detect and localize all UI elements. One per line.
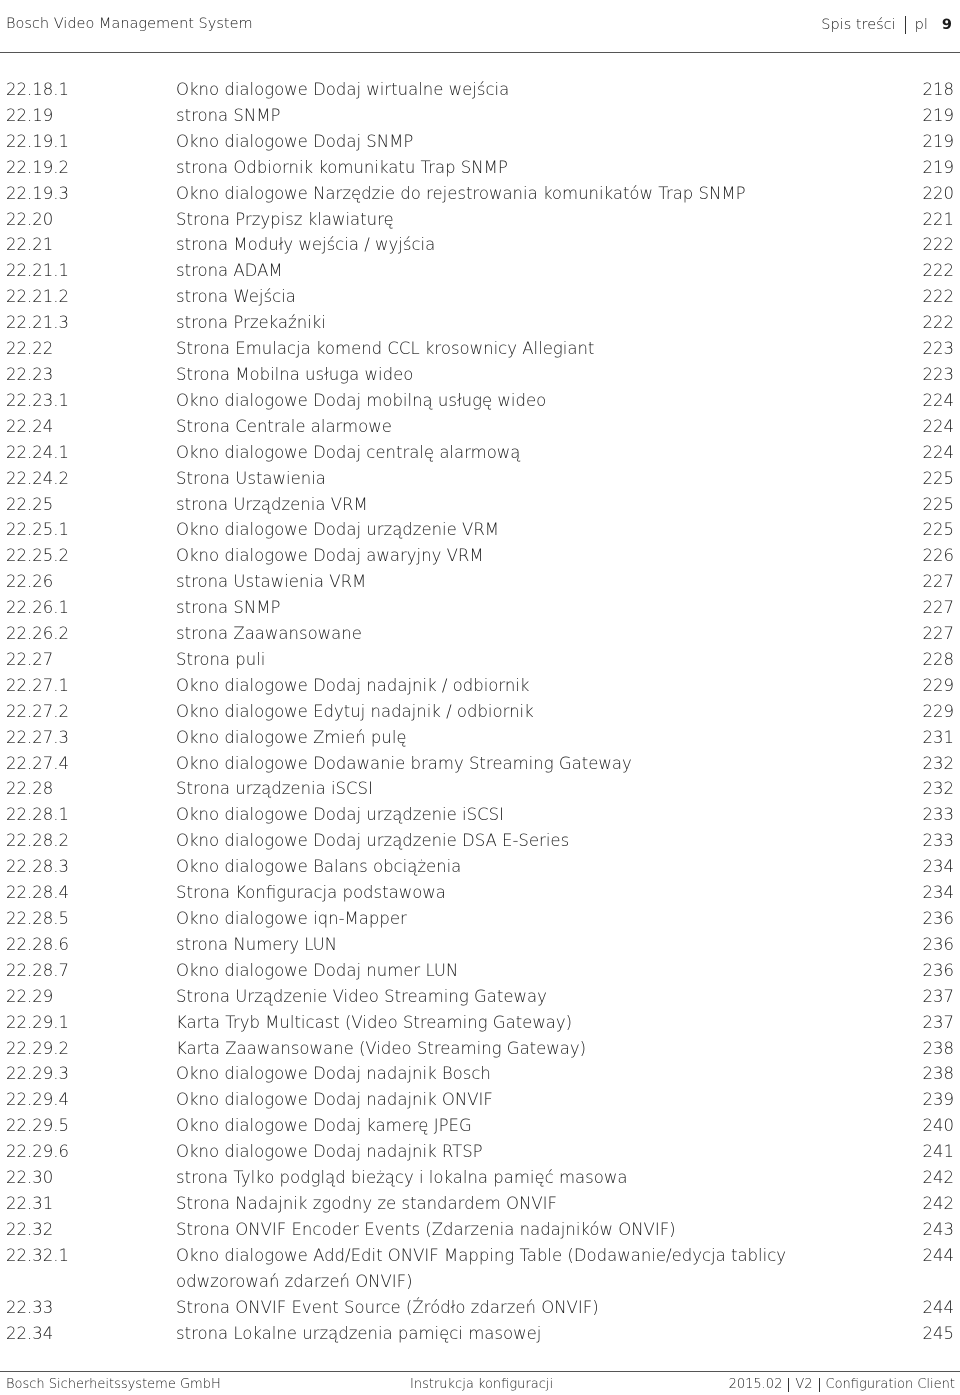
toc-entry-title bbox=[176, 984, 954, 1010]
toc-entry-number: 22.21.1 bbox=[6, 261, 69, 281]
toc-entry-title-line: Okno dialogowe Dodaj centralę alarmową bbox=[176, 442, 521, 462]
toc-entry[interactable] bbox=[6, 1139, 954, 1165]
toc-entry-title bbox=[176, 181, 954, 207]
toc-entry-title-line: Okno dialogowe iqn-Mapper bbox=[176, 909, 407, 928]
toc-entry-title-line: strona Wejścia bbox=[176, 287, 296, 307]
toc-entry-title-line: Okno dialogowe Add/Edit ONVIF Mapping Table (Dodawanie/edycja tablicy bbox=[176, 1245, 787, 1265]
toc-entry-page: 232 bbox=[922, 753, 954, 773]
toc-entry[interactable] bbox=[6, 1010, 954, 1036]
toc-entry-title-line: strona Tylko podgląd bieżący i lokalna pamięć masowa bbox=[176, 1168, 628, 1188]
toc-entry-title-line: Strona Emulacja komend CCL krosownicy Allegiant bbox=[176, 339, 595, 359]
toc-entry-title bbox=[176, 1321, 954, 1347]
footer-version: V2 bbox=[795, 1377, 813, 1392]
toc-entry-page: 222 bbox=[922, 313, 954, 333]
toc-entry-page: 233 bbox=[922, 805, 954, 825]
toc-entry-page: 244 bbox=[922, 1245, 954, 1265]
toc-entry-number: 22.27 bbox=[6, 649, 54, 669]
toc-entry[interactable] bbox=[6, 828, 954, 854]
toc-entry-number: 22.26 bbox=[6, 572, 54, 592]
toc-entry-page: 244 bbox=[922, 1297, 954, 1317]
toc-entry-number: 22.27.4 bbox=[6, 753, 69, 773]
toc-entry[interactable] bbox=[6, 155, 954, 181]
toc-entry-number: 22.28 bbox=[6, 779, 54, 799]
toc-entry-number: 22.27.3 bbox=[6, 727, 69, 747]
toc-entry-title-line: Okno dialogowe Dodaj numer LUN bbox=[176, 960, 459, 980]
toc-entry-title-line: Strona Nadajnik zgodny ze standardem ONVIF bbox=[176, 1193, 558, 1213]
toc-entry-number: 22.32.1 bbox=[6, 1245, 69, 1265]
toc-entry-number: 22.29 bbox=[6, 986, 54, 1006]
toc-entry-title-line: Strona Urządzenie Video Streaming Gateway bbox=[176, 986, 547, 1006]
toc-entry-title bbox=[176, 284, 954, 310]
toc-entry-title-line: strona Lokalne urządzenia pamięci masowej bbox=[176, 1323, 542, 1343]
toc-entry-page: 228 bbox=[922, 649, 954, 669]
toc-entry-title-line: Strona Przypisz klawiaturę bbox=[176, 209, 394, 229]
toc-entry-title-line: Strona Mobilna usługa wideo bbox=[176, 364, 414, 384]
toc-entry-page: 236 bbox=[922, 934, 954, 954]
toc-entry-page: 224 bbox=[922, 416, 954, 436]
toc-entry-page: 225 bbox=[922, 494, 954, 514]
toc-entry-title bbox=[176, 155, 954, 181]
toc-entry-number: 22.21.2 bbox=[6, 287, 69, 307]
toc-entry-page: 225 bbox=[922, 468, 954, 488]
toc-entry[interactable] bbox=[6, 1087, 954, 1113]
toc-entry[interactable] bbox=[6, 1165, 954, 1191]
toc-entry-title bbox=[176, 776, 954, 802]
toc-entry-number: 22.19 bbox=[6, 105, 54, 125]
toc-entry[interactable] bbox=[6, 1191, 954, 1217]
toc-entry-page: 234 bbox=[922, 857, 954, 877]
toc-entry-title bbox=[176, 699, 954, 725]
toc-entry-title bbox=[176, 310, 954, 336]
toc-entry-number: 22.33 bbox=[6, 1297, 54, 1317]
toc-entry-number: 22.30 bbox=[6, 1168, 54, 1188]
toc-entry-title bbox=[176, 232, 954, 258]
toc-entry-number: 22.27.1 bbox=[6, 675, 69, 695]
toc-entry-number: 22.25.1 bbox=[6, 520, 69, 540]
toc-entry-page: 243 bbox=[922, 1219, 954, 1239]
toc-entry-title bbox=[176, 414, 954, 440]
toc-entry-title-line: strona Numery LUN bbox=[176, 934, 338, 954]
toc-entry-title bbox=[176, 1295, 954, 1321]
toc-entry-number: 22.34 bbox=[6, 1323, 54, 1343]
toc-entry[interactable] bbox=[6, 595, 954, 621]
toc-entry-title bbox=[176, 958, 954, 984]
toc-entry[interactable] bbox=[6, 77, 954, 103]
header-separator bbox=[905, 16, 906, 34]
toc-entry-title bbox=[176, 906, 954, 932]
toc-entry-title-line: Strona ONVIF Event Source (Źródło zdarzeń ONVIF) bbox=[176, 1297, 599, 1317]
toc-entry-page: 236 bbox=[922, 960, 954, 980]
toc-entry-title-line: Okno dialogowe Edytuj nadajnik / odbiornik bbox=[176, 701, 534, 721]
toc-entry[interactable] bbox=[6, 362, 954, 388]
toc-entry-number: 22.26.1 bbox=[6, 598, 69, 618]
toc-entry[interactable] bbox=[6, 958, 954, 984]
language-code: pl bbox=[914, 17, 928, 33]
toc-entry-title bbox=[176, 802, 954, 828]
toc-entry[interactable] bbox=[6, 336, 954, 362]
toc-entry[interactable] bbox=[6, 673, 954, 699]
toc-entry[interactable] bbox=[6, 517, 954, 543]
toc-entry-title bbox=[176, 828, 954, 854]
toc-entry-page: 222 bbox=[922, 235, 954, 255]
toc-entry-number: 22.29.1 bbox=[6, 1012, 69, 1032]
toc-entry-number: 22.29.2 bbox=[6, 1038, 69, 1058]
toc-entry[interactable] bbox=[6, 725, 954, 751]
toc-entry[interactable] bbox=[6, 776, 954, 802]
footer-product: Configuration Client bbox=[825, 1377, 955, 1392]
toc-entry[interactable] bbox=[6, 699, 954, 725]
toc-entry-page: 223 bbox=[922, 364, 954, 384]
toc-entry[interactable] bbox=[6, 621, 954, 647]
toc-entry-page: 227 bbox=[922, 598, 954, 618]
footer-separator bbox=[819, 1378, 820, 1392]
toc-entry-page: 237 bbox=[922, 1012, 954, 1032]
header-right bbox=[821, 16, 952, 34]
toc-entry-number: 22.24 bbox=[6, 416, 54, 436]
toc-entry-title bbox=[176, 336, 954, 362]
toc-entry-title-line: Okno dialogowe Dodaj wirtualne wejścia bbox=[176, 80, 510, 99]
toc-entry-page: 224 bbox=[922, 442, 954, 462]
toc-entry-number: 22.19.1 bbox=[6, 131, 69, 151]
toc-entry-title-line: Strona Centrale alarmowe bbox=[176, 416, 392, 436]
toc-entry-page: 240 bbox=[922, 1116, 954, 1136]
toc-entry-number: 22.28.3 bbox=[6, 857, 69, 877]
toc-entry-title-line: strona Odbiornik komunikatu Trap SNMP bbox=[176, 157, 508, 177]
document-title: Bosch Video Management System bbox=[6, 16, 253, 32]
toc-entry[interactable] bbox=[6, 492, 954, 518]
toc-entry[interactable] bbox=[6, 984, 954, 1010]
toc-entry-number: 22.23.1 bbox=[6, 390, 69, 410]
toc-entry-title bbox=[176, 517, 954, 543]
toc-entry[interactable] bbox=[6, 258, 954, 284]
toc-entry-number: 22.20 bbox=[6, 209, 54, 229]
toc-entry-title-line: Karta Zaawansowane (Video Streaming Gateway) bbox=[176, 1038, 587, 1058]
toc-entry-title-line: Okno dialogowe Dodaj kamerę JPEG bbox=[176, 1116, 472, 1136]
toc-entry[interactable] bbox=[6, 906, 954, 932]
toc-entry-title-line: strona Przekaźniki bbox=[176, 313, 326, 333]
toc-entry[interactable] bbox=[6, 1295, 954, 1321]
footer-company: Bosch Sicherheitssysteme GmbH bbox=[6, 1377, 221, 1392]
footer-document-type: Instrukcja konfiguracji bbox=[410, 1377, 554, 1392]
toc-entry-page: 229 bbox=[922, 701, 954, 721]
toc-entry-page: 238 bbox=[922, 1064, 954, 1084]
toc-entry-title bbox=[176, 1139, 954, 1165]
toc-entry[interactable] bbox=[6, 647, 954, 673]
toc-entry-title bbox=[176, 1087, 954, 1113]
toc-entry[interactable] bbox=[6, 388, 954, 414]
toc-entry-number: 22.25 bbox=[6, 494, 54, 514]
toc-entry-title-line: strona Moduły wejścia / wyjścia bbox=[176, 235, 436, 255]
toc-entry-page: 222 bbox=[922, 287, 954, 307]
toc-entry-title-line: Okno dialogowe Narzędzie do rejestrowania komunikatów Trap SNMP bbox=[176, 183, 746, 203]
toc-entry-title-line: Strona ONVIF Encoder Events (Zdarzenia nadajników ONVIF) bbox=[176, 1219, 676, 1239]
toc-entry-title-line: Strona Konfiguracja podstawowa bbox=[176, 883, 446, 903]
toc-entry[interactable] bbox=[6, 207, 954, 233]
toc-entry-title-line: Strona Ustawienia bbox=[176, 468, 326, 488]
toc-entry[interactable] bbox=[6, 1321, 954, 1347]
toc-entry-page: 225 bbox=[922, 520, 954, 540]
toc-entry-title bbox=[176, 1036, 954, 1062]
toc-entry[interactable] bbox=[6, 751, 954, 777]
toc-entry[interactable] bbox=[6, 284, 954, 310]
toc-entry-title-line: odwzorowań zdarzeń ONVIF) bbox=[176, 1271, 413, 1291]
toc-entry-title-line: Okno dialogowe Dodaj nadajnik RTSP bbox=[176, 1142, 483, 1162]
toc-entry-number: 22.29.5 bbox=[6, 1116, 69, 1136]
toc-entry-number: 22.19.3 bbox=[6, 183, 69, 203]
toc-entry-page: 236 bbox=[922, 909, 954, 928]
toc-entry-number: 22.28.6 bbox=[6, 934, 69, 954]
toc-entry-title bbox=[176, 751, 954, 777]
toc-entry-title-line: Okno dialogowe Balans obciążenia bbox=[176, 857, 462, 877]
toc-entry-number: 22.23 bbox=[6, 364, 54, 384]
toc-entry-title bbox=[176, 932, 954, 958]
toc-entry-title-line: Okno dialogowe Dodaj SNMP bbox=[176, 131, 414, 151]
toc-entry-title bbox=[176, 647, 954, 673]
table-of-contents bbox=[6, 77, 954, 1346]
toc-entry-page: 237 bbox=[922, 986, 954, 1006]
toc-entry-title bbox=[176, 673, 954, 699]
toc-entry-title-line: strona SNMP bbox=[176, 598, 281, 618]
page-footer bbox=[0, 1371, 960, 1395]
toc-entry-number: 22.22 bbox=[6, 339, 54, 359]
toc-entry[interactable] bbox=[6, 854, 954, 880]
toc-entry-page: 219 bbox=[922, 105, 954, 125]
toc-entry-number: 22.32 bbox=[6, 1219, 54, 1239]
toc-entry-title bbox=[176, 543, 954, 569]
toc-entry[interactable] bbox=[6, 103, 954, 129]
toc-entry-title bbox=[176, 466, 954, 492]
toc-entry-number: 22.26.2 bbox=[6, 624, 69, 644]
toc-entry-title bbox=[176, 362, 954, 388]
toc-entry-title bbox=[176, 207, 954, 233]
toc-entry[interactable] bbox=[6, 414, 954, 440]
toc-entry-title bbox=[176, 492, 954, 518]
toc-entry-title-line: Okno dialogowe Dodaj nadajnik ONVIF bbox=[176, 1090, 493, 1110]
toc-entry-title-line: Okno dialogowe Dodaj mobilną usługę wideo bbox=[176, 390, 547, 410]
toc-entry-title-line: Okno dialogowe Dodaj urządzenie iSCSI bbox=[176, 805, 504, 825]
toc-entry-title-line: Strona puli bbox=[176, 649, 266, 669]
toc-entry-page: 233 bbox=[922, 831, 954, 851]
toc-entry-title bbox=[176, 103, 954, 129]
toc-entry-title bbox=[176, 1165, 954, 1191]
toc-entry-title bbox=[176, 725, 954, 751]
toc-entry-title-line: strona ADAM bbox=[176, 261, 283, 281]
toc-entry[interactable] bbox=[6, 1217, 954, 1243]
toc-entry-number: 22.19.2 bbox=[6, 157, 69, 177]
toc-entry-page: 245 bbox=[922, 1323, 954, 1343]
toc-entry[interactable] bbox=[6, 440, 954, 466]
toc-entry-page: 242 bbox=[922, 1193, 954, 1213]
toc-entry-number: 22.21.3 bbox=[6, 313, 69, 333]
toc-entry-title-line: strona Zaawansowane bbox=[176, 624, 362, 644]
toc-entry[interactable] bbox=[6, 129, 954, 155]
toc-entry[interactable] bbox=[6, 543, 954, 569]
toc-entry-title bbox=[176, 1217, 954, 1243]
toc-entry[interactable] bbox=[6, 802, 954, 828]
toc-entry-page: 242 bbox=[922, 1168, 954, 1188]
toc-entry[interactable] bbox=[6, 569, 954, 595]
toc-entry-title bbox=[176, 129, 954, 155]
toc-entry-number: 22.28.1 bbox=[6, 805, 69, 825]
toc-entry-number: 22.27.2 bbox=[6, 701, 69, 721]
footer-date: 2015.02 bbox=[728, 1377, 783, 1392]
section-name: Spis treści bbox=[821, 17, 896, 33]
toc-entry-page: 227 bbox=[922, 572, 954, 592]
toc-entry-page: 241 bbox=[922, 1142, 954, 1162]
toc-entry[interactable] bbox=[6, 232, 954, 258]
toc-entry-number: 22.24.1 bbox=[6, 442, 69, 462]
toc-entry-title bbox=[176, 1243, 954, 1295]
toc-entry-title-line: Okno dialogowe Dodaj urządzenie DSA E-Series bbox=[176, 831, 570, 851]
toc-entry-page: 231 bbox=[922, 727, 954, 747]
toc-entry[interactable] bbox=[6, 466, 954, 492]
toc-entry-number: 22.25.2 bbox=[6, 546, 69, 566]
toc-entry-number: 22.31 bbox=[6, 1193, 54, 1213]
toc-entry-page: 222 bbox=[922, 261, 954, 281]
toc-entry-title bbox=[176, 621, 954, 647]
toc-entry-page: 239 bbox=[922, 1090, 954, 1110]
toc-entry-title bbox=[176, 569, 954, 595]
toc-entry-title bbox=[176, 1113, 954, 1139]
toc-entry-title-line: strona Urządzenia VRM bbox=[176, 494, 368, 514]
toc-entry-page: 238 bbox=[922, 1038, 954, 1058]
toc-entry-title bbox=[176, 440, 954, 466]
toc-entry-number: 22.21 bbox=[6, 235, 54, 255]
toc-entry-number: 22.28.7 bbox=[6, 960, 69, 980]
toc-entry-page: 220 bbox=[922, 183, 954, 203]
toc-entry-title-line: strona SNMP bbox=[176, 105, 281, 125]
toc-entry-page: 229 bbox=[922, 675, 954, 695]
toc-entry[interactable] bbox=[6, 181, 954, 207]
toc-entry-page: 227 bbox=[922, 624, 954, 644]
toc-entry-number: 22.28.2 bbox=[6, 831, 69, 851]
toc-entry-title bbox=[176, 258, 954, 284]
toc-entry-number: 22.18.1 bbox=[6, 80, 69, 99]
toc-entry-page: 234 bbox=[922, 883, 954, 903]
toc-entry-title-line: strona Ustawienia VRM bbox=[176, 572, 367, 592]
toc-entry-title bbox=[176, 880, 954, 906]
toc-entry-title bbox=[176, 388, 954, 414]
toc-entry-page: 224 bbox=[922, 390, 954, 410]
page-header bbox=[0, 0, 960, 53]
toc-entry-page: 232 bbox=[922, 779, 954, 799]
toc-entry-number: 22.29.4 bbox=[6, 1090, 69, 1110]
toc-entry[interactable] bbox=[6, 932, 954, 958]
toc-entry-number: 22.28.4 bbox=[6, 883, 69, 903]
toc-entry-number: 22.29.6 bbox=[6, 1142, 69, 1162]
toc-entry-number: 22.28.5 bbox=[6, 909, 69, 928]
toc-entry-title bbox=[176, 77, 954, 103]
toc-entry-title-line: Karta Tryb Multicast (Video Streaming Gateway) bbox=[176, 1012, 573, 1032]
toc-entry-title-line: Okno dialogowe Dodawanie bramy Streaming Gateway bbox=[176, 753, 632, 773]
toc-entry[interactable] bbox=[6, 1113, 954, 1139]
toc-entry-page: 219 bbox=[922, 157, 954, 177]
toc-entry-number: 22.24.2 bbox=[6, 468, 69, 488]
toc-entry[interactable] bbox=[6, 1243, 954, 1295]
toc-entry-title bbox=[176, 1010, 954, 1036]
toc-entry[interactable] bbox=[6, 1036, 954, 1062]
toc-entry-title-line: Okno dialogowe Dodaj nadajnik / odbiornik bbox=[176, 675, 530, 695]
toc-entry-title-line: Okno dialogowe Dodaj nadajnik Bosch bbox=[176, 1064, 491, 1084]
toc-entry-page: 223 bbox=[922, 339, 954, 359]
toc-entry-page: 221 bbox=[922, 209, 954, 229]
toc-entry-title bbox=[176, 595, 954, 621]
toc-entry-page: 226 bbox=[922, 546, 954, 566]
toc-entry-page: 218 bbox=[922, 80, 954, 99]
toc-entry[interactable] bbox=[6, 880, 954, 906]
toc-entry-title bbox=[176, 1061, 954, 1087]
toc-entry-number: 22.29.3 bbox=[6, 1064, 69, 1084]
toc-entry-title-line: Strona urządzenia iSCSI bbox=[176, 779, 373, 799]
toc-entry-title-line: Okno dialogowe Dodaj urządzenie VRM bbox=[176, 520, 500, 540]
toc-entry[interactable] bbox=[6, 1061, 954, 1087]
toc-entry-page: 219 bbox=[922, 131, 954, 151]
toc-entry[interactable] bbox=[6, 310, 954, 336]
page-number: 9 bbox=[941, 17, 952, 33]
footer-version-info bbox=[729, 1377, 955, 1392]
toc-entry-title bbox=[176, 854, 954, 880]
footer-separator bbox=[788, 1378, 789, 1392]
toc-entry-title-line: Okno dialogowe Dodaj awaryjny VRM bbox=[176, 546, 484, 566]
toc-entry-title-line: Okno dialogowe Zmień pulę bbox=[176, 727, 407, 747]
toc-entry-title bbox=[176, 1191, 954, 1217]
